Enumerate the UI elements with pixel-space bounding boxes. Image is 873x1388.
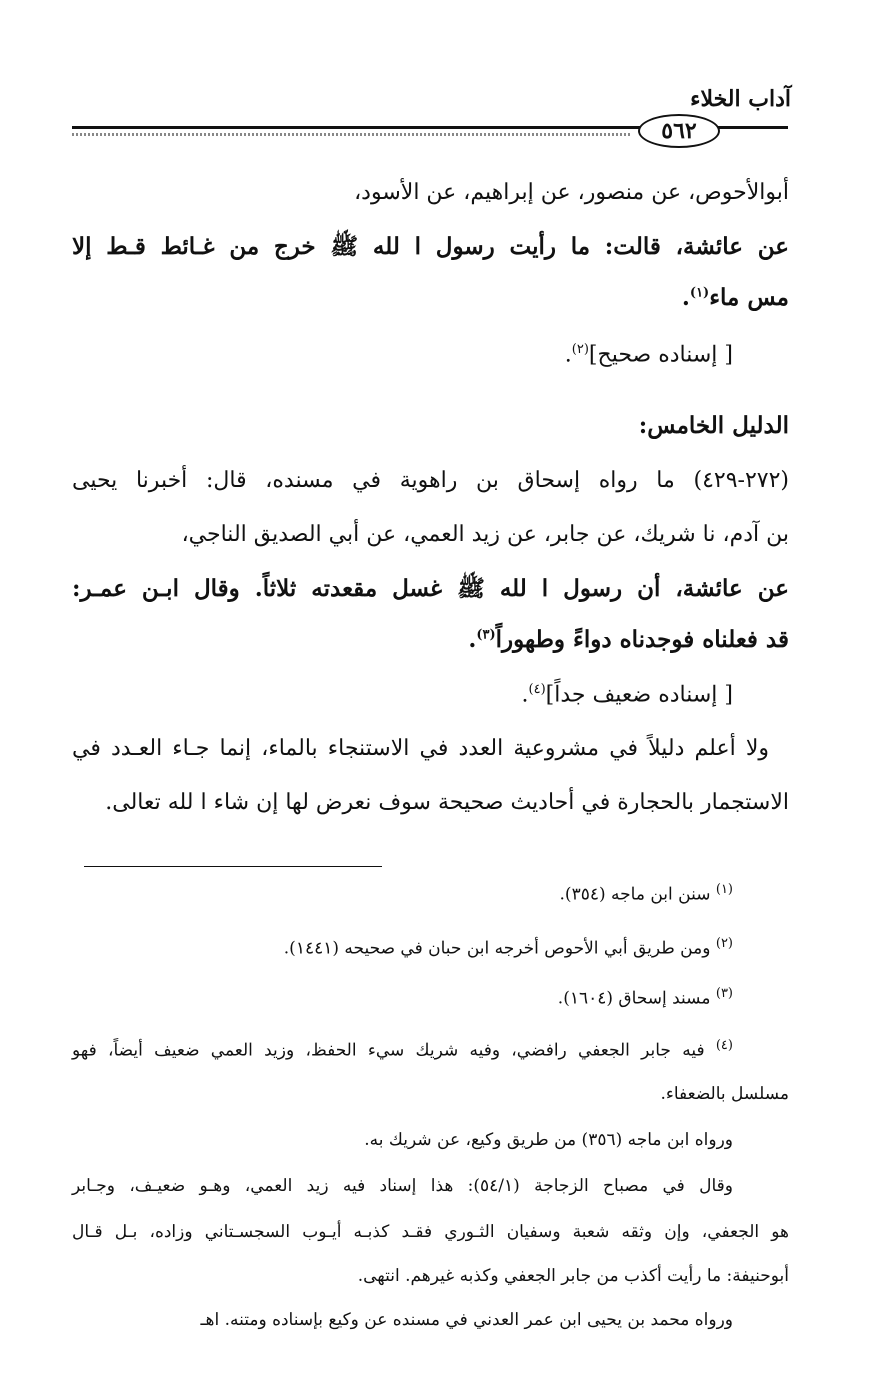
page-number-badge	[638, 114, 720, 148]
hadith-text: قد فعلناه فوجدناه دواءً وطهوراً	[495, 626, 789, 653]
hadith-line-2	[682, 284, 789, 311]
grade-text: [ إسناده ضعيف جداً]	[545, 682, 733, 708]
footnote-text: فيه جابر الجعفي رافضي، وفيه شريك سيء الحفظ، وزيد العمي ضعيف أيضاً، فهو	[72, 1040, 705, 1061]
period: .	[681, 284, 690, 311]
footnote-4-cont-3: وقال في مصباح الزجاجة (٥٤/١): هذا إسناد فيه زيد العمي، وهـو ضعيـف، وجـابر	[72, 1176, 733, 1196]
footnote-4-cont-6: ورواه محمد بن يحيى ابن عمر العدني في مسنده عن وكيع بإسناده ومتنه. اهـ	[200, 1310, 733, 1330]
body-line-2: (٢٧٢-٤٢٩) ما رواه إسحاق بن راهوية في مسنده، قال: أخبرنا يحيى	[72, 468, 789, 493]
footnote-marker-1: (١)	[715, 882, 733, 897]
hadith-line-3: عن عائشة، أن رسول ا لله ﷺ غسل مقعدته ثلاثاً. وقال ابـن عمـر:	[72, 575, 789, 602]
footnote-ref-2: (٢)	[571, 342, 589, 357]
period: .	[521, 682, 529, 708]
footnote-ref-3: (٣)	[476, 627, 496, 643]
header-dotted-rule	[72, 133, 632, 136]
footnote-marker-4: (٤)	[715, 1038, 733, 1053]
footnote-4-cont-2: ورواه ابن ماجه (٣٥٦) من طريق وكيع، عن شريك به.	[364, 1130, 733, 1150]
footnote-4	[72, 1038, 733, 1061]
hadith-line-4	[468, 626, 789, 653]
footnote-1	[560, 882, 733, 905]
hadith-text: مس ماء	[709, 284, 789, 311]
footnote-marker-3: (٣)	[715, 986, 733, 1001]
running-header-title: آداب الخلاء	[690, 86, 791, 112]
footnote-text: ومن طريق أبي الأحوص أخرجه ابن حبان في صحيحه (١٤٤١).	[283, 938, 711, 959]
period: .	[468, 626, 477, 653]
footnote-4-cont-4: هو الجعفي، وإن وثقه شعبة وسفيان الثـوري فقـد كذبـه أيـوب السجسـتاني وزاده، بـل قـال	[72, 1222, 789, 1242]
footnote-2	[284, 936, 733, 959]
footnote-ref-1: (١)	[689, 285, 710, 301]
footnote-3	[558, 986, 733, 1009]
footnote-ref-4: (٤)	[528, 682, 546, 697]
page-number: ٥٦٢	[661, 118, 697, 144]
isnad-grade-1	[565, 342, 733, 367]
section-heading: الدليل الخامس:	[638, 412, 789, 439]
footnote-4-cont-5: أبوحنيفة: ما رأيت أكذب من جابر الجعفي وكذبه غيرهم. انتهى.	[357, 1266, 789, 1286]
footnote-4-cont-1: مسلسل بالضعفاء.	[660, 1084, 789, 1104]
grade-text: [ إسناده صحيح]	[588, 342, 733, 368]
footnote-separator	[84, 866, 382, 867]
footnote-text: مسند إسحاق (١٦٠٤).	[557, 988, 711, 1009]
hadith-line-1: عن عائشة، قالت: ما رأيت رسول ا لله ﷺ خرج من غـائط قـط إلا	[72, 233, 789, 260]
footnote-marker-2: (٢)	[715, 936, 733, 951]
isnad-grade-2	[522, 682, 733, 707]
body-line-4: ولا أعلم دليلاً في مشروعية العدد في الاستنجاء بالماء، إنما جـاء العـدد في	[72, 736, 769, 761]
body-line-3: بن آدم، نا شريك، عن جابر، عن زيد العمي، عن أبي الصديق الناجي،	[181, 522, 789, 547]
body-line-1: أبوالأحوص، عن منصور، عن إبراهيم، عن الأسود،	[354, 180, 789, 205]
period: .	[564, 342, 572, 368]
body-line-5: الاستجمار بالحجارة في أحاديث صحيحة سوف نعرض لها إن شاء ا لله تعالى.	[105, 790, 789, 815]
footnote-text: سنن ابن ماجه (٣٥٤).	[559, 884, 711, 905]
